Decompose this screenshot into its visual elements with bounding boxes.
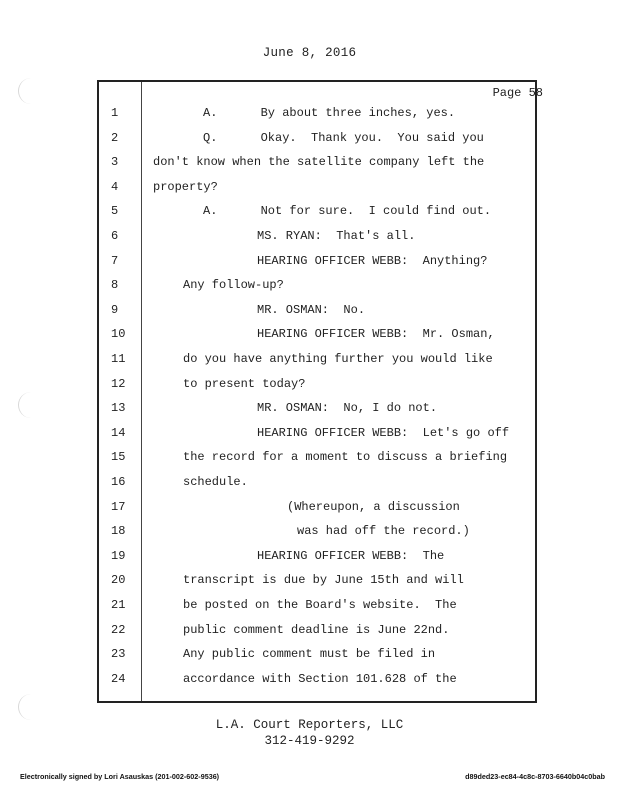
line-text: HEARING OFFICER WEBB: Anything? <box>257 253 488 268</box>
line-number: 22 <box>111 622 126 637</box>
line-text: HEARING OFFICER WEBB: Mr. Osman, <box>257 327 495 342</box>
line-text: Q. Okay. Thank you. You said you <box>203 130 484 145</box>
binder-hole-mark <box>18 392 39 418</box>
line-text: MR. OSMAN: No. <box>257 302 366 317</box>
firm-name: L.A. Court Reporters, LLC <box>215 718 404 732</box>
transcript-line <box>97 106 537 131</box>
transcript-line <box>97 672 537 697</box>
transcript-line <box>97 180 537 205</box>
line-number: 24 <box>111 671 126 686</box>
line-number: 6 <box>111 229 119 243</box>
line-number: 17 <box>111 499 126 514</box>
binder-hole-mark <box>18 78 39 104</box>
transcript-line <box>97 131 537 156</box>
line-text: HEARING OFFICER WEBB: Let's go off <box>257 425 510 440</box>
transcript-line <box>97 450 537 475</box>
line-number: 23 <box>111 647 126 662</box>
line-text: do you have anything further you would like <box>183 352 493 366</box>
line-number: 19 <box>111 548 126 563</box>
transcript-line <box>97 204 537 229</box>
line-text: HEARING OFFICER WEBB: The <box>257 548 445 563</box>
line-text: the record for a moment to discuss a briefing <box>183 450 508 465</box>
transcript-line <box>97 352 537 377</box>
line-number: 4 <box>111 179 119 194</box>
line-number: 9 <box>111 302 119 317</box>
firm-phone: 312-419-9292 <box>264 734 355 748</box>
line-text: MR. OSMAN: No, I do not. <box>257 401 438 416</box>
line-text: don't know when the satellite company left the <box>153 155 485 170</box>
transcript-line <box>97 303 537 328</box>
line-number: 20 <box>111 573 126 588</box>
line-number: 14 <box>111 425 126 440</box>
transcript-line <box>97 401 537 426</box>
line-text: be posted on the Board's website. The <box>183 598 457 612</box>
transcript-line <box>97 155 537 180</box>
line-text: A. By about three inches, yes. <box>203 106 456 120</box>
line-number: 15 <box>111 450 126 465</box>
transcript-line <box>97 327 537 352</box>
line-number: 10 <box>111 327 126 342</box>
line-text: MS. RYAN: That's all. <box>257 229 416 243</box>
line-number: 2 <box>111 130 119 145</box>
line-text: transcript is due by June 15th and will <box>183 573 464 588</box>
line-number: 8 <box>111 278 119 293</box>
line-number: 13 <box>111 401 126 416</box>
line-number: 18 <box>111 524 126 539</box>
line-text: accordance with Section 101.628 of the <box>183 671 457 686</box>
transcript-line <box>97 229 537 254</box>
line-text: (Whereupon, a discussion <box>287 499 460 514</box>
line-number: 5 <box>111 204 119 219</box>
transcript-line <box>97 549 537 574</box>
transcript-line <box>97 254 537 279</box>
line-number: 11 <box>111 352 126 366</box>
line-number: 21 <box>111 598 126 612</box>
transcript-line <box>97 426 537 451</box>
transcript-line <box>97 647 537 672</box>
line-text: A. Not for sure. I could find out. <box>203 204 492 219</box>
transcript-line <box>97 278 537 303</box>
line-text: public comment deadline is June 22nd. <box>183 622 450 637</box>
transcript-line <box>97 623 537 648</box>
transcript-date: June 8, 2016 <box>262 46 357 60</box>
transcript-line <box>97 500 537 525</box>
line-text: schedule. <box>183 475 248 489</box>
transcript-line <box>97 377 537 402</box>
line-text: Any follow-up? <box>183 278 284 293</box>
document-id: d89ded23-ec84-4c8c-8703-6640b04c0bab <box>465 772 605 781</box>
line-text: property? <box>153 179 218 194</box>
line-number: 1 <box>111 106 119 120</box>
line-number: 16 <box>111 475 126 489</box>
line-number: 3 <box>111 155 119 170</box>
line-number: 7 <box>111 253 119 268</box>
line-text: Any public comment must be filed in <box>183 647 436 662</box>
line-number: 12 <box>111 376 126 391</box>
transcript-line <box>97 475 537 500</box>
transcript-line <box>97 598 537 623</box>
line-text: to present today? <box>183 376 306 391</box>
transcript-line <box>97 573 537 598</box>
footer-firm-info <box>0 717 619 749</box>
electronic-signature: Electronically signed by Lori Asauskas (201-002-602-9536) <box>20 772 220 781</box>
transcript-line <box>97 524 537 549</box>
line-text: was had off the record.) <box>297 524 470 539</box>
page-number: Page 58 <box>492 86 543 100</box>
